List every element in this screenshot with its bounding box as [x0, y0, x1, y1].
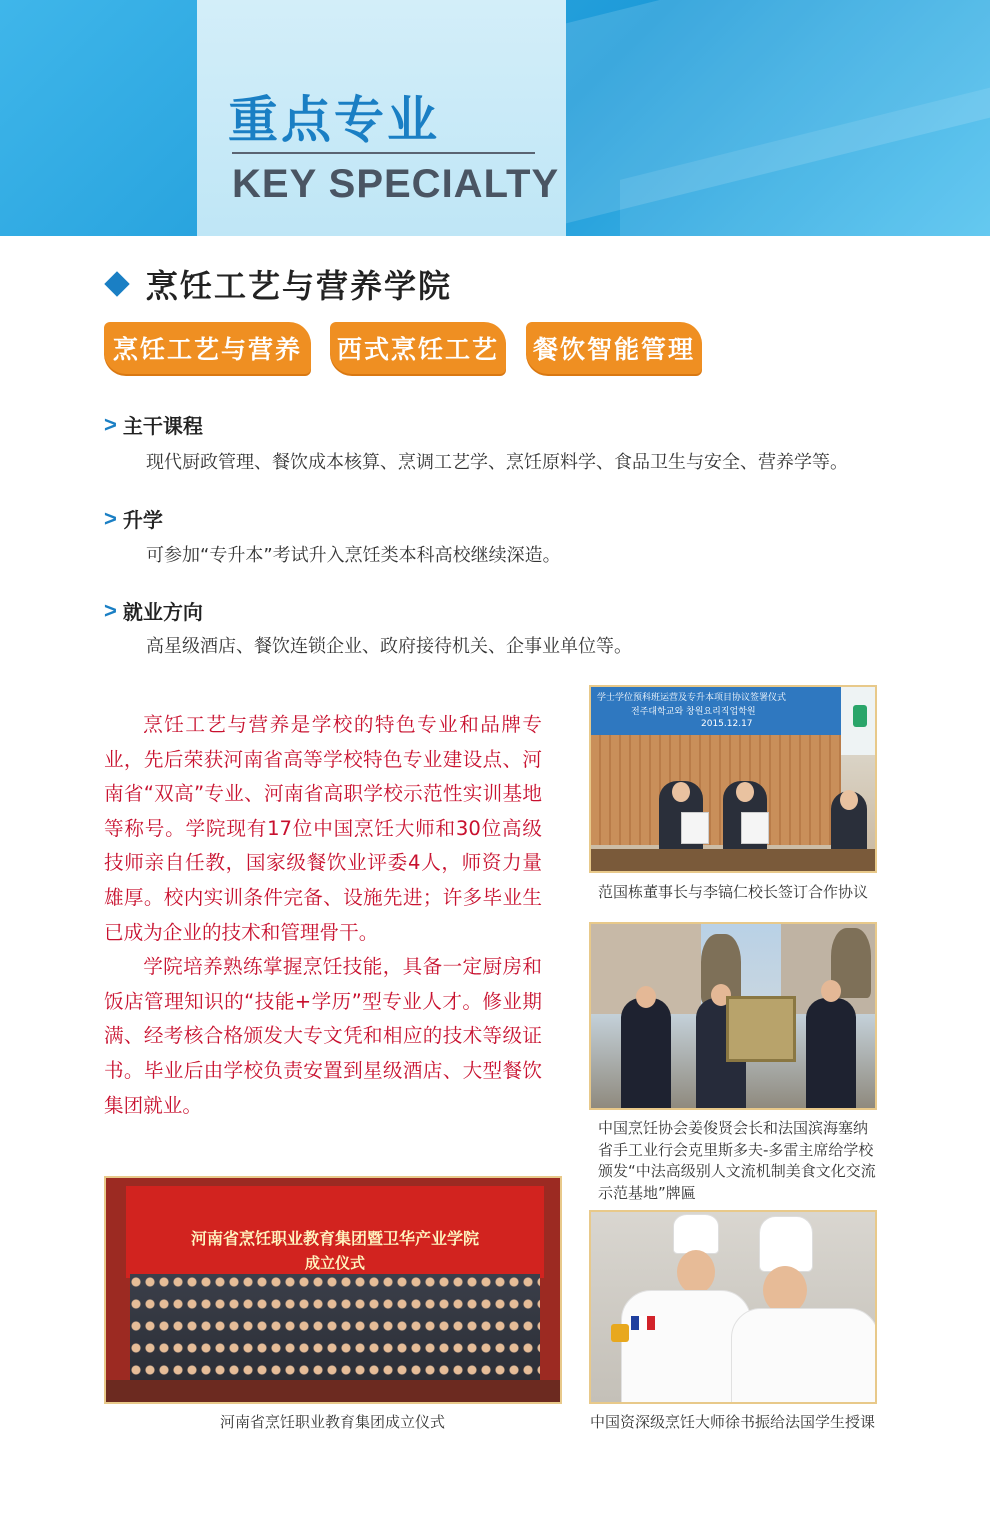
master-chef-jacket — [731, 1308, 877, 1404]
chef-caption: 中国资深级烹饪大师徐书振给法国学生授课 — [590, 1413, 876, 1431]
ceremony-banner-date: 2015.12.17 — [701, 719, 753, 729]
section-heading — [104, 262, 452, 306]
ceremony-banner — [591, 687, 841, 735]
courses-text: 现代厨政管理、餐饮成本核算、烹调工艺学、烹饪原料学、食品卫生与安全、营养学等。 — [146, 452, 848, 473]
plaque-award-photo — [589, 922, 877, 1110]
person-head — [636, 986, 656, 1008]
employment-heading — [104, 596, 203, 625]
person-silhouette — [621, 998, 671, 1108]
signing-ceremony-photo — [589, 685, 877, 873]
agreement-document — [681, 812, 709, 844]
person-silhouette — [806, 998, 856, 1108]
major-tag-culinary-nutrition: 烹饪工艺与营养 — [104, 322, 311, 374]
signing-caption: 范国栋董事长与李镐仁校长签订合作协议 — [598, 883, 869, 901]
chevron-right-icon: > — [104, 505, 117, 531]
award-plaque — [726, 996, 796, 1062]
master-chef-face — [763, 1266, 807, 1314]
badge-icon — [611, 1324, 629, 1342]
logo-panel — [841, 687, 877, 755]
courses-heading-label: 主干课程 — [122, 414, 203, 438]
person-head — [821, 980, 841, 1002]
group-of-people — [130, 1274, 540, 1382]
courses-heading — [104, 410, 203, 439]
chef-teaching-photo — [589, 1210, 877, 1404]
further-study-heading-label: 升学 — [122, 508, 163, 532]
employment-text: 高星级酒店、餐饮连锁企业、政府接待机关、企事业单位等。 — [146, 636, 632, 657]
ceremony-banner-line-1: 学士学位预科班运营及专升本项目协议签署仪式 — [597, 693, 787, 703]
screen-subtitle: 成立仪式 — [304, 1254, 365, 1272]
wood-wall — [591, 735, 841, 845]
group-caption: 河南省烹饪职业教育集团成立仪式 — [220, 1413, 446, 1431]
chevron-right-icon: > — [104, 411, 117, 437]
major-tag-catering-management: 餐饮智能管理 — [526, 322, 702, 374]
stage — [106, 1380, 562, 1402]
title-divider — [232, 152, 535, 154]
section-title: 烹饪工艺与营养学院 — [146, 267, 453, 305]
founding-ceremony-group-photo — [104, 1176, 562, 1404]
person-head — [840, 790, 858, 810]
led-screen — [126, 1186, 544, 1278]
further-study-text: 可参加“专升本”考试升入烹饪类本科高校继续深造。 — [146, 545, 561, 566]
header-banner — [0, 0, 990, 236]
screen-title: 河南省烹饪职业教育集团暨卫华产业学院 — [190, 1229, 479, 1248]
table — [591, 849, 877, 871]
french-flag-icon — [631, 1316, 655, 1330]
ceremony-banner-line-2: 전주대학교와 창원요리직업학원 — [631, 707, 756, 717]
further-study-heading — [104, 504, 163, 533]
diamond-bullet-icon — [104, 271, 129, 296]
chevron-right-icon: > — [104, 597, 117, 623]
chef-hat — [673, 1214, 719, 1254]
description-paragraph-1: 烹饪工艺与营养是学校的特色专业和品牌专业，先后荣获河南省高等学校特色专业建设点、河南省“双高”专业、河南省高职学校示范性实训基地等称号。学院现有17位中国烹饪大师和30位高级技师亲自任教，国家级餐饮业评委4人，师资力量雄厚。校内实训条件完备、设施先进；许多毕业生已成为企业的技术和管理骨干。 — [104, 713, 542, 944]
major-tag-western-cuisine: 西式烹饪工艺 — [330, 322, 506, 374]
plaque-caption: 中国烹饪协会姜俊贤会长和法国滨海塞纳省手工业行会克里斯多夫-多雷主席给学校颁发“中法高级别人文流机制美食文化交流示范基地”牌匾 — [598, 1119, 876, 1202]
college-description — [104, 708, 542, 1123]
agreement-document — [741, 812, 769, 844]
employment-heading-label: 就业方向 — [122, 600, 203, 624]
page-subtitle: KEY SPECIALTY — [232, 162, 560, 206]
student-face — [677, 1250, 715, 1294]
chef-hat — [759, 1216, 813, 1272]
page-title: 重点专业 — [228, 91, 440, 149]
person-head — [672, 782, 690, 802]
description-paragraph-2: 学院培养熟练掌握烹饪技能，具备一定厨房和饭店管理知识的“技能+学历”型专业人才。修业期满、经考核合格颁发大专文凭和相应的技术等级证书。毕业后由学校负责安置到星级酒店、大型餐饮集团就业。 — [104, 955, 542, 1117]
university-logo-icon — [853, 705, 867, 727]
person-head — [736, 782, 754, 802]
